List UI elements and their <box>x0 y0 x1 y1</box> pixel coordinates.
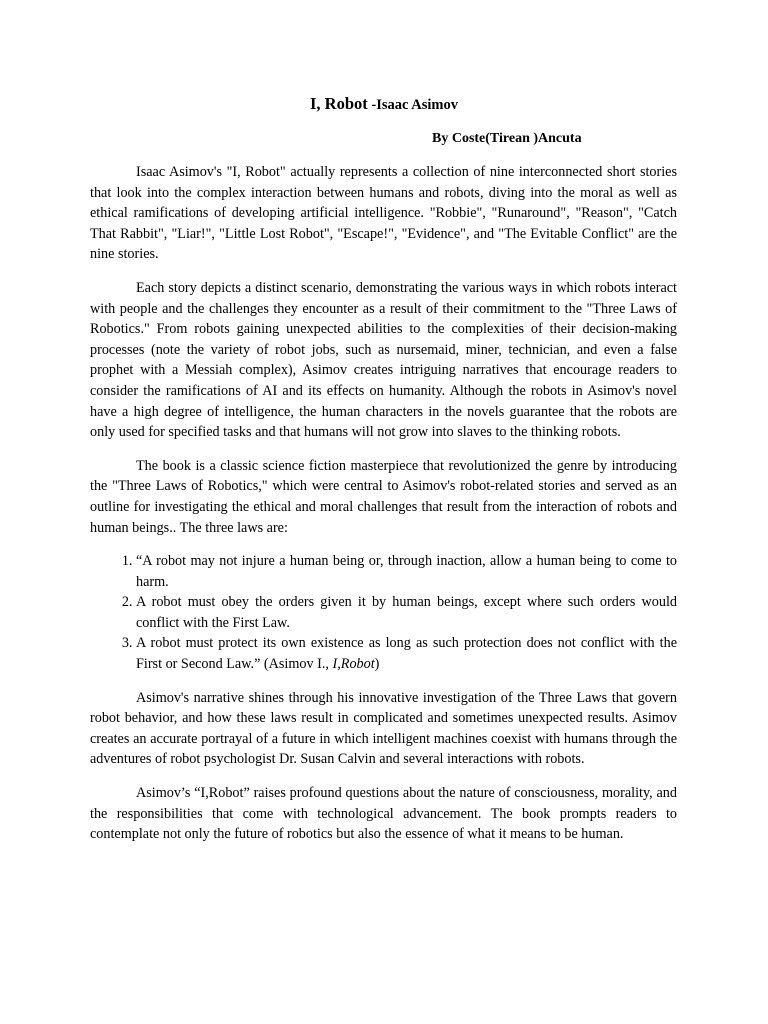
citation-close: ) <box>374 656 380 673</box>
law-text: A robot must obey the orders given it by human beings, except where such orders would conflict with the First Law. <box>136 594 677 631</box>
law-item-1 <box>136 551 677 592</box>
paragraph-narrative: Asimov's narrative shines through his innovative investigation of the Three Laws that govern robot behavior, and how these laws result in complicated and sometimes unexpected results. Asimov creates an accurate portrayal of a future in which intelligent machines coexist with humans through the adventures of robot psychologist Dr. Susan Calvin and several interactions with robots. <box>90 689 677 768</box>
document-body <box>90 162 677 858</box>
title-subtitle: -Isaac Asimov <box>371 97 458 113</box>
title-main: I, Robot <box>310 94 368 113</box>
law-text: A robot must protect its own existence as long as such protection does not conflict with the First or Second Law.” (Asimov I., <box>136 635 677 673</box>
paragraph-three-laws-intro: The book is a classic science fiction masterpiece that revolutionized the genre by introducing the "Three Laws of Robotics," which were central to Asimov's robot-related stories and served as an outline for investigating the ethical and moral challenges that result from the interaction of robots and human beings.. The three laws are: <box>90 457 677 536</box>
document-title <box>0 94 768 115</box>
citation-title: I,Robot <box>332 656 375 673</box>
paragraph-conclusion: Asimov’s “I,Robot” raises profound questions about the nature of consciousness, morality, and the responsibilities that come with technological advancement. The book prompts readers to contemplate not only the future of robotics but also the essence of what it means to be human. <box>90 785 677 843</box>
author-line: By Coste(Tirean )Ancuta <box>432 131 582 146</box>
law-item-2 <box>136 592 677 633</box>
three-laws-list <box>90 551 677 675</box>
paragraph-stories: Each story depicts a distinct scenario, demonstrating the various ways in which robots interact with people and the challenges they encounter as a result of their commitment to the "Three Laws of Robotics." From robots gaining unexpected abilities to the complexities of their decision-making processes (note the variety of robot jobs, such as nursemaid, miner, technician, and even a false prophet with a Messiah complex), Asimov creates intriguing narratives that encourage readers to consider the ramifications of AI and its effects on humanity. Although the robots in Asimov's novel have a high degree of intelligence, the human characters in the novels guarantee that the robots are only used for specified tasks and that humans will not grow into slaves to the thinking robots. <box>90 279 677 441</box>
paragraph-intro: Isaac Asimov's "I, Robot" actually represents a collection of nine interconnected short stories that look into the complex interaction between humans and robots, diving into the moral as well as ethical ramifications of developing artificial intelligence. "Robbie", "Runaround", "Reason", "Catch That Rabbit", "Liar!", "Little Lost Robot", "Escape!", "Evidence", and "The Evitable Conflict" are the nine stories. <box>90 164 677 263</box>
law-text: “A robot may not injure a human being or, through inaction, allow a human being to come to harm. <box>136 553 677 590</box>
law-item-3 <box>136 633 677 674</box>
